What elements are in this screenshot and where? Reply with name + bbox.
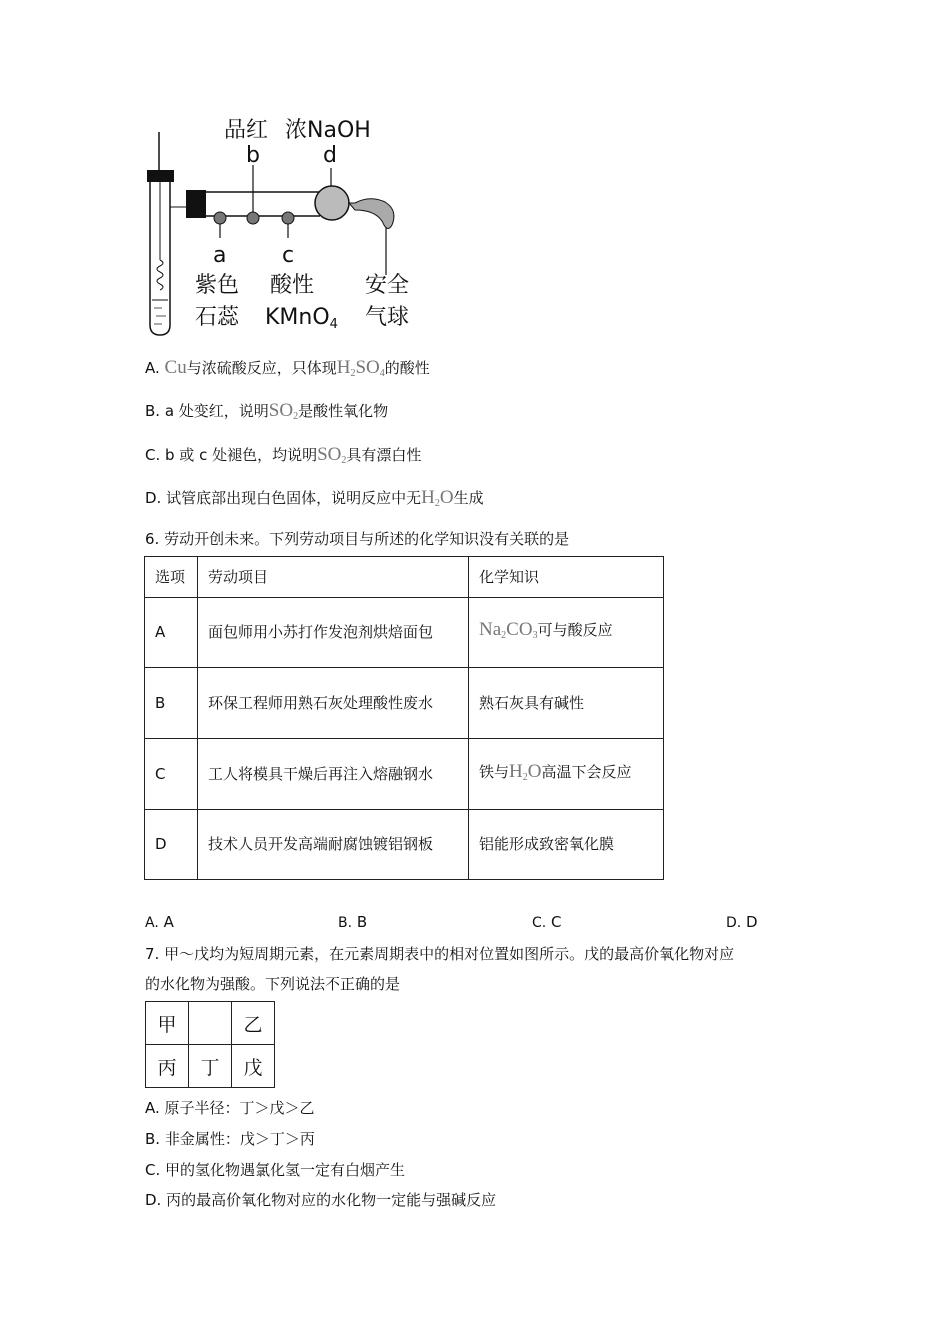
header-option: 选项: [145, 557, 198, 598]
header-knowledge: 化学知识: [469, 557, 664, 598]
row-option: A: [145, 598, 198, 668]
row-item: 环保工程师用熟石灰处理酸性废水: [198, 668, 469, 739]
row-option: C: [145, 739, 198, 810]
q6-choice-c[interactable]: C. C: [532, 913, 562, 931]
row-knowledge: $Na_2CO_3$可与酸反应: [469, 598, 664, 668]
label-litmus-1: 紫色: [195, 273, 240, 298]
header-labor: 劳动项目: [198, 557, 469, 598]
label-litmus-2: 石蕊: [195, 305, 240, 330]
row-item: 面包师用小苏打作发泡剂烘焙面包: [198, 598, 469, 668]
label-balloon-1: 安全: [365, 273, 410, 298]
label-kmno4-1: 酸性: [270, 273, 315, 298]
row-knowledge: 铁与$H_2O$高温下会反应: [469, 739, 664, 810]
cell-wu: 戊: [232, 1045, 275, 1088]
cell-ding: 丁: [189, 1045, 232, 1088]
label-balloon-2: 气球: [365, 305, 410, 330]
q7-stem-line1: 7. 甲～戊均为短周期元素，在元素周期表中的相对位置如图所示。戊的最高价氧化物对应: [145, 945, 735, 963]
label-naoh: 浓NaOH: [285, 118, 371, 143]
q7-option-b[interactable]: B. 非金属性：戊＞丁＞丙: [145, 1130, 315, 1148]
q7-option-c[interactable]: C. 甲的氢化物遇氯化氢一定有白烟产生: [145, 1161, 406, 1179]
q7-stem-line2: 的水化物为强酸。下列说法不正确的是: [145, 975, 401, 993]
q6-table: [144, 556, 664, 880]
row-option: D: [145, 810, 198, 880]
label-d: d: [323, 143, 337, 168]
row-knowledge: 熟石灰具有碱性: [469, 668, 664, 739]
q5-option-b[interactable]: B. a 处变红，说明$SO_2$是酸性氧化物: [145, 400, 389, 422]
row-item: 工人将模具干燥后再注入熔融钢水: [198, 739, 469, 810]
q5-option-d[interactable]: D. 试管底部出现白色固体，说明反应中无$H_2O$生成: [145, 487, 484, 509]
q6-stem: 6. 劳动开创未来。下列劳动项目与所述的化学知识没有关联的是: [145, 530, 570, 548]
q5-option-a[interactable]: A. Cu与浓硫酸反应，只体现$H_2SO_4$的酸性: [145, 357, 430, 379]
row-option: B: [145, 668, 198, 739]
table-row: [145, 739, 664, 810]
q6-choice-a[interactable]: A. A: [145, 913, 174, 931]
label-a: a: [213, 243, 227, 268]
table-row: [145, 810, 664, 880]
label-kmno4-2: KMnO4: [265, 305, 338, 332]
label-b: b: [246, 143, 260, 168]
q6-choice-b[interactable]: B. B: [338, 913, 368, 931]
experiment-apparatus-diagram: [140, 110, 440, 340]
periodic-position-table: [145, 1001, 275, 1088]
table-row: [145, 598, 664, 668]
q5-option-c[interactable]: C. b 或 c 处褪色，均说明$SO_2$具有漂白性: [145, 444, 422, 466]
cell-yi: 乙: [232, 1002, 275, 1045]
row-item: 技术人员开发高端耐腐蚀镀铝钢板: [198, 810, 469, 880]
cell-jia: 甲: [146, 1002, 189, 1045]
q7-option-a[interactable]: A. 原子半径：丁＞戊＞乙: [145, 1099, 315, 1117]
table-row: [145, 668, 664, 739]
q6-choice-d[interactable]: D. D: [726, 913, 758, 931]
row-knowledge: 铝能形成致密氧化膜: [469, 810, 664, 880]
cell-bing: 丙: [146, 1045, 189, 1088]
label-c: c: [282, 243, 295, 268]
label-pinhong: 品红: [224, 118, 269, 143]
q7-option-d[interactable]: D. 丙的最高价氧化物对应的水化物一定能与强碱反应: [145, 1191, 497, 1209]
